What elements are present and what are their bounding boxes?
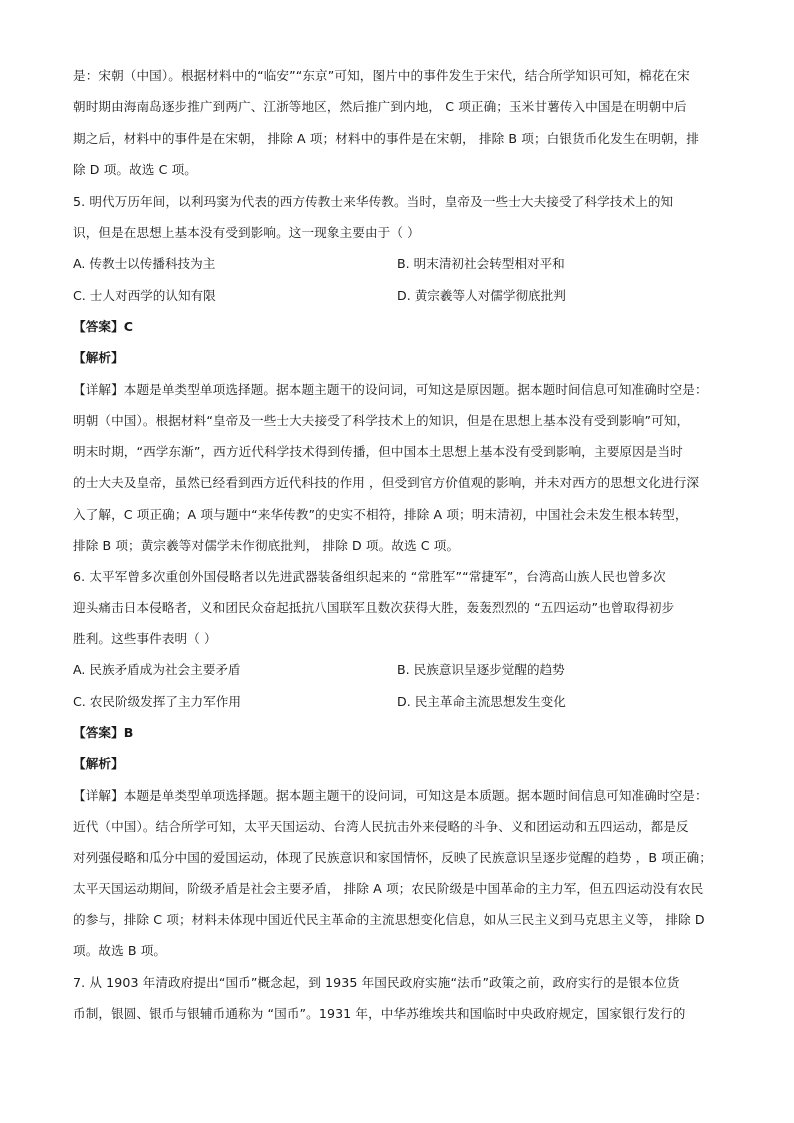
text-line: 期之后，材料中的事件是在宋朝， 排除 A 项；材料中的事件是在宋朝， 排除 B 项；白银货币化发生在明朝，排 xyxy=(73,131,699,146)
explanation-line: 太平天国运动期间，阶级矛盾是社会主要矛盾， 排除 A 项；农民阶级是中国革命的主力军，但五四运动没有农民 xyxy=(73,881,704,896)
q6-option-d: D. 民主革命主流思想发生变化 xyxy=(397,694,566,709)
analysis-label: 【解析】 xyxy=(73,756,124,771)
explanation-line: 近代（中国）。结合所学可知，太平天国运动、台湾人民抗击外来侵略的斗争、义和团运动和五四运动，都是反 xyxy=(73,819,689,834)
question-6-stem: 胜利。这些事件表明（ ） xyxy=(73,631,217,646)
explanation-line: 排除 B 项；黄宗羲等对儒学未作彻底批判， 排除 D 项。故选 C 项。 xyxy=(73,538,460,553)
explanation-line: 【详解】本题是单类型单项选择题。据本题主题干的设问词，可知这是原因题。据本题时间信息可知准确时空是： xyxy=(73,382,708,397)
q5-option-b: B. 明末清初社会转型相对平和 xyxy=(397,256,565,271)
text-line: 朝时期由海南岛逐步推广到两广、江浙等地区，然后推广到内地， C 项正确；玉米甘薯传入中国是在明朝中后 xyxy=(73,99,687,114)
answer-label: 【答案】C xyxy=(73,319,134,334)
explanation-line: 项。故选 B 项。 xyxy=(73,943,167,958)
question-5-stem: 识，但是在思想上基本没有受到影响。这一现象主要由于（ ） xyxy=(73,225,420,240)
q5-option-d: D. 黄宗羲等人对儒学彻底批判 xyxy=(397,288,566,303)
q6-option-b: B. 民族意识呈逐步觉醒的趋势 xyxy=(397,662,565,677)
question-6-stem: 迎头痛击日本侵略者，义和团民众奋起抵抗八国联军且数次获得大胜，轰轰烈烈的 “五四运动”也曾取得初步 xyxy=(73,600,675,615)
explanation-line: 入了解，C 项正确；A 项与题中“来华传教”的史实不相符，排除 A 项；明末清初，中国社会未发生根本转型， xyxy=(73,507,688,522)
question-7-stem: 币制，银圆、银币与银辅币通称为 “国币”。1931 年，中华苏维埃共和国临时中央政府规定，国家银行发行的 xyxy=(73,1006,686,1021)
question-6-stem: 6. 太平军曾多次重创外国侵略者以先进武器装备组织起来的 “常胜军”“常捷军”，台湾高山族人民也曾多次 xyxy=(73,569,666,584)
question-7-stem: 7. 从 1903 年清政府提出“国币”概念起，到 1935 年国民政府实施“法币”政策之前，政府实行的是银本位货 xyxy=(73,975,680,990)
analysis-label: 【解析】 xyxy=(73,350,124,365)
q6-option-a: A. 民族矛盾成为社会主要矛盾 xyxy=(73,662,241,677)
explanation-line: 的士大夫及皇帝，虽然已经看到西方近代科技的作用 ，但受到官方价值观的影响，并未对西方的思想文化进行深 xyxy=(73,475,700,490)
text-line: 是：宋朝（中国）。根据材料中的“临安”“东京”可知，图片中的事件发生于宋代，结合所学知识可知，棉花在宋 xyxy=(73,68,690,83)
q6-option-c: C. 农民阶级发挥了主力军作用 xyxy=(73,694,241,709)
explanation-line: 对列强侵略和瓜分中国的爱国运动，体现了民族意识和家国情怀，反映了民族意识呈逐步觉醒的趋势 ，B 项正确； xyxy=(73,850,712,865)
explanation-line: 明末时期，“西学东渐”，西方近代科学技术得到传播，但中国本土思想上基本没有受到影响，主要原因是当时 xyxy=(73,444,683,459)
explanation-line: 明朝（中国）。根据材料“皇帝及一些士大夫接受了科学技术上的知识，但是在思想上基本没有受到影响”可知， xyxy=(73,413,690,428)
explanation-line: 【详解】本题是单类型单项选择题。据本题主题干的设问词，可知这是本质题。据本题时间信息可知准确时空是： xyxy=(73,788,708,803)
q5-option-c: C. 士人对西学的认知有限 xyxy=(73,288,216,303)
explanation-line: 的参与，排除 C 项；材料未体现中国近代民主革命的主流思想变化信息，如从三民主义到马克思主义等， 排除 D xyxy=(73,912,705,927)
question-5-stem: 5. 明代万历年间，以利玛窦为代表的西方传教士来华传教。当时，皇帝及一些士大夫接受了科学技术上的知 xyxy=(73,194,674,209)
answer-label: 【答案】B xyxy=(73,725,134,740)
q5-option-a: A. 传教士以传播科技为主 xyxy=(73,256,216,271)
text-line: 除 D 项。故选 C 项。 xyxy=(73,162,197,177)
